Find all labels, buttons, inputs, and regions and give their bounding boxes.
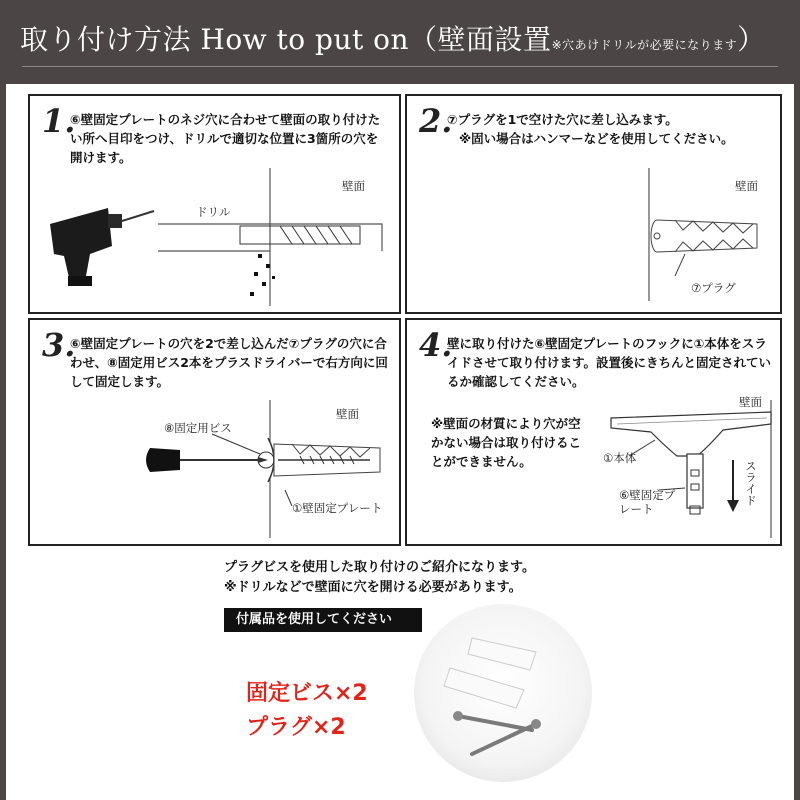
- wall-plate-icon: [268, 438, 274, 482]
- screw-leader: [212, 434, 260, 454]
- accessory-screws: 固定ビス×2: [246, 681, 368, 706]
- slide-arrow-down-icon: [727, 500, 739, 512]
- instruction-sheet: [6, 84, 794, 800]
- header-divider: [22, 66, 778, 67]
- accessory-plugs: プラグ×2: [246, 715, 346, 740]
- wall-plate-icon: [687, 454, 703, 514]
- screw-icon: [453, 711, 541, 754]
- drill-bit-flutes: [280, 226, 352, 244]
- accessory-intro: プラグビスを使用した取り付けのご紹介になります。: [224, 560, 535, 575]
- step-1-wall-label: 壁面: [342, 179, 365, 193]
- step-3-number: 3.: [42, 326, 76, 364]
- title-close: ）: [737, 23, 766, 56]
- step-3-wall-label: 壁面: [336, 407, 359, 421]
- page-title: [20, 18, 766, 58]
- step-1-number: 1.: [42, 102, 76, 140]
- plug-icon: [444, 638, 536, 708]
- step-4-text: 壁に取り付けた⑥壁固定プレートのフックに①本体をスライドさせて取り付けます。設置後にきちんと固定されているか確認してください。: [447, 336, 772, 389]
- accessory-illustration: [414, 604, 592, 782]
- step-3-plate-label: ①壁固定プレート: [292, 501, 383, 515]
- step-4-slide-label: スライド: [744, 460, 758, 506]
- step-2-text: ⑦プラグを1で空けた穴に差し込みます。: [447, 112, 678, 127]
- drill-icon: [50, 208, 154, 286]
- plate-leader: [285, 490, 292, 506]
- plug-icon: [651, 220, 757, 252]
- step-2-note: ※固い場合はハンマーなどを使用してください。: [459, 131, 734, 146]
- step-4-number: 4.: [419, 326, 453, 364]
- drill-dust: [250, 254, 275, 296]
- step-3-screw-label: ⑧固定用ビス: [164, 421, 232, 435]
- accessory-note: ※ドリルなどで壁面に穴を開ける必要があります。: [224, 580, 522, 595]
- step-4-plate-label: ⑥壁固定プレート: [619, 488, 676, 516]
- screwdriver-icon: [146, 448, 268, 472]
- step-2-wall-label: 壁面: [735, 179, 758, 193]
- plug-leader: [675, 254, 685, 276]
- step-4-note: ※壁面の材質により穴が空かない場合は取り付けることができません。: [431, 416, 582, 469]
- accessory-tag: 付属品を使用してください: [224, 608, 422, 632]
- title-main: 取り付け方法 How to put on（壁面設置: [20, 23, 552, 56]
- step-1-drill-label: ドリル: [196, 205, 231, 219]
- title-note: ※穴あけドリルが必要になります: [551, 38, 738, 52]
- step-1-text: ⑥壁固定プレートのネジ穴に合わせて壁面の取り付けたい所へ目印をつけ、ドリルで適切な位置に3箇所の穴を開けます。: [70, 112, 381, 165]
- accessory-photo: [414, 604, 592, 782]
- step-2-number: 2.: [419, 102, 453, 140]
- step-1-panel: [28, 94, 401, 314]
- step-2-plug-label: ⑦プラグ: [691, 281, 736, 295]
- step-2-panel: [405, 94, 782, 314]
- header: [0, 0, 800, 82]
- step-3-panel: [28, 318, 401, 546]
- step-4-wall-label: 壁面: [739, 395, 762, 409]
- step-4-panel: [405, 318, 782, 546]
- step-3-text: ⑥壁固定プレートの穴を2で差し込んだ⑦プラグの穴に合わせ、⑧固定用ビス2本をプラスドライバーで右方向に回して固定します。: [70, 336, 388, 389]
- step-4-body-label: ①本体: [603, 451, 637, 465]
